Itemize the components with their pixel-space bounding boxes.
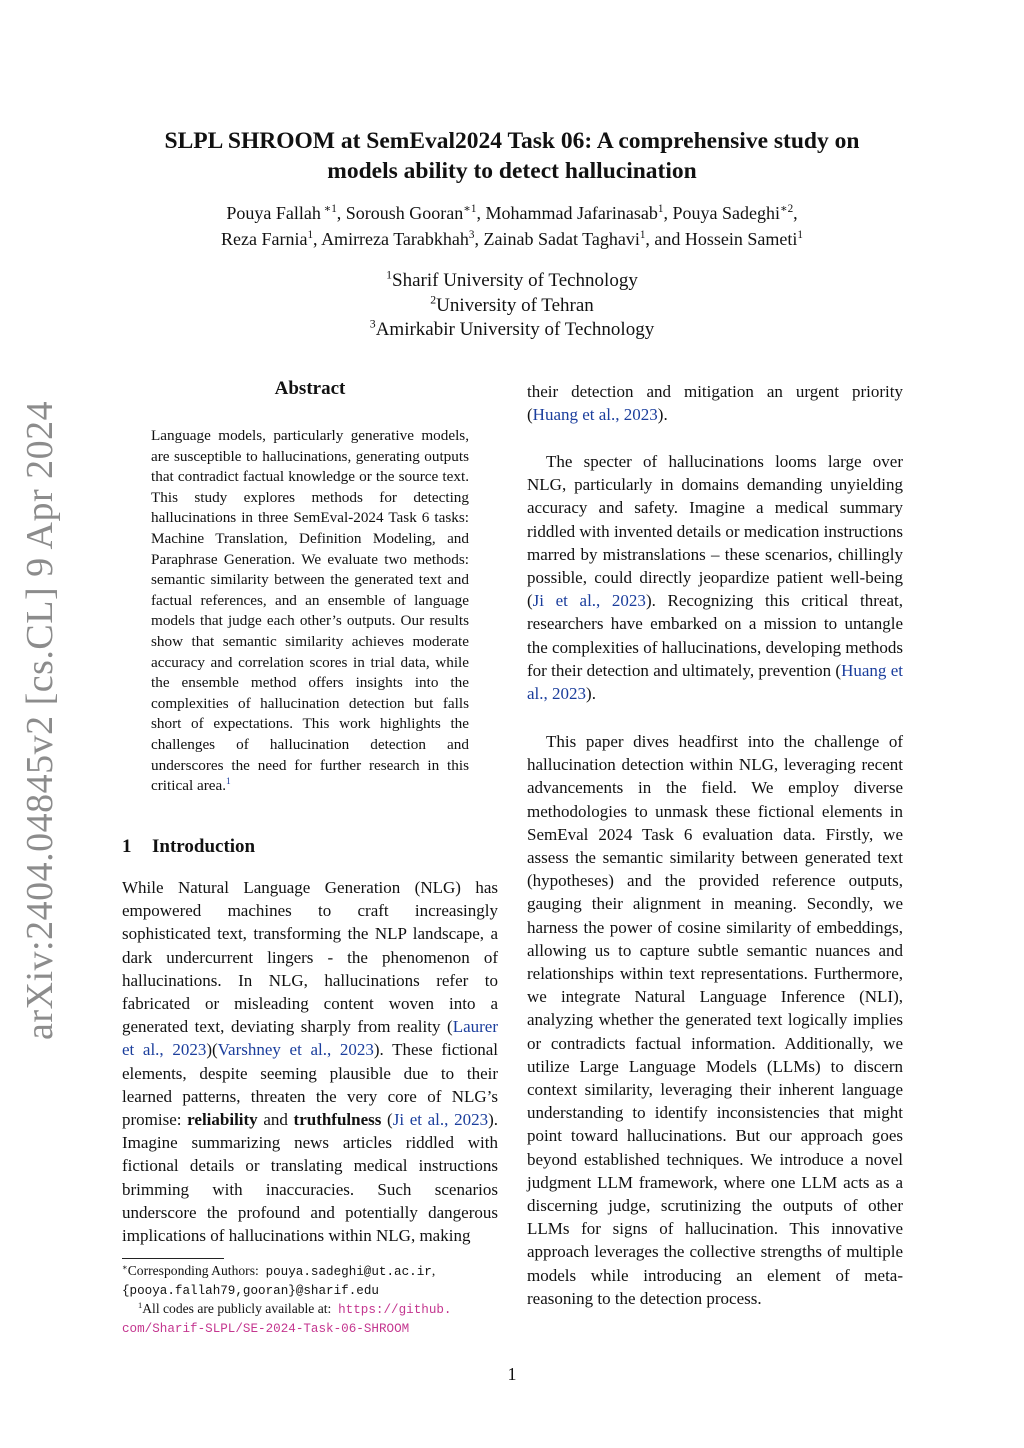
footnotes	[122, 1262, 500, 1338]
text-run: ). These fictional elements, despite seeming plausible due to their learned patterns, threaten the very core of NLG’s promise:	[122, 1040, 498, 1130]
intro-paragraph-1-continued	[527, 380, 903, 426]
paper-title	[0, 126, 1024, 186]
author-name: Pouya Sadeghi	[672, 203, 780, 223]
affiliation-mark: 3	[369, 317, 376, 331]
text-run: ).	[586, 684, 596, 704]
citation-link[interactable]: Varshney et al., 2023	[217, 1040, 374, 1060]
author-name: Zainab Sadat Taghavi	[483, 229, 640, 249]
author-mark: ∗2	[779, 203, 794, 216]
text-run: ). Imagine summarizing news articles riddled with fictional details or translating medical instructions brimming with inaccuracies. Such scenarios underscore the profound and potentially dangerous implications of hallucinations within NLG, making	[122, 1110, 498, 1246]
bold-term: truthfulness	[293, 1110, 382, 1130]
footnote-corresponding: ∗Corresponding Authors: pouya.sadeghi@ut.ac.ir, {pooya.fallah79,gooran}@sharif.edu	[122, 1261, 436, 1298]
text-run: ).	[657, 405, 668, 425]
section-title: Introduction	[152, 836, 256, 857]
author-mark: ∗1	[463, 203, 477, 216]
author-mark: 3	[468, 229, 475, 242]
text-run: (	[381, 1110, 393, 1130]
author-mark: 1	[657, 203, 664, 216]
author-mark: 1	[639, 229, 646, 242]
affiliation-item	[0, 294, 1024, 319]
author-name: Amirreza Tarabkhah	[321, 229, 469, 249]
footnote-text: All codes are publicly available at:	[142, 1301, 332, 1316]
footnote-mark: ∗	[122, 1261, 128, 1272]
author-name: Mohammad Jafarinasab	[485, 203, 658, 223]
author-name: Soroush Gooran	[345, 203, 464, 223]
author-name: Reza Farnia	[221, 229, 308, 249]
footnote-code	[122, 1300, 500, 1319]
footnote-code-url	[122, 1319, 500, 1338]
footnote-mark: 1	[138, 1299, 143, 1310]
section-number: 1	[122, 836, 132, 857]
author-line-2: Reza Farnia$^1$, Amirreza Tarabkhah$^3$, Zainab Sadat Taghavi$^1$, and Hossein Sameti$^1$	[221, 229, 803, 249]
title-line-1: SLPL SHROOM at SemEval2024 Task 06: A comprehensive study on	[164, 128, 860, 154]
footnote-label: Corresponding Authors:	[127, 1263, 259, 1278]
arxiv-identifier: arXiv:2404.04845v2 [cs.CL] 9 Apr 2024	[19, 400, 61, 1040]
citation-link[interactable]: Ji et al., 2023	[532, 591, 646, 611]
affiliation-name: Amirkabir University of Technology	[375, 319, 655, 340]
author-list	[0, 200, 1024, 252]
section-heading-introduction	[122, 836, 255, 858]
footnote-rule	[122, 1258, 224, 1259]
bold-term: reliability	[187, 1110, 258, 1130]
repo-link[interactable]: https://github.	[338, 1303, 452, 1317]
affiliation-mark: 1	[386, 268, 393, 282]
text-run: ). Recognizing this critical threat, researchers have embarked on a mission to untangle the complexities of hallucinations, developing methods for their detection and ultimately, prevention (	[527, 591, 903, 680]
abstract-body	[151, 426, 469, 797]
author-mark: 1	[797, 229, 803, 242]
author-mark: ∗1	[320, 203, 337, 216]
text-run: )(	[206, 1040, 218, 1060]
abstract-heading: Abstract	[274, 378, 346, 399]
author-line-1: Pouya Fallah $^{∗1}$, Soroush Gooran$^{∗1}$, Mohammad Jafarinasab$^1$, Pouya Sadeghi$^{∗2}$,	[226, 203, 798, 223]
author-name: Pouya Fallah	[226, 203, 321, 223]
text-run: and	[257, 1110, 294, 1130]
citation-link[interactable]: Laurer et al., 2023	[122, 1017, 498, 1060]
citation-link[interactable]: Huang et al., 2023	[532, 405, 658, 425]
author-joiner: and	[654, 229, 681, 249]
page-number: 1	[507, 1364, 517, 1384]
affiliation-item	[0, 318, 1024, 343]
text-run: their detection and mitigation an urgent priority (	[527, 382, 903, 425]
abstract-footnote-link[interactable]: 1	[226, 777, 231, 788]
citation-link[interactable]: Ji et al., 2023	[392, 1110, 489, 1130]
affiliation-name: University of Tehran	[436, 294, 594, 316]
text-run: The specter of hallucinations looms large over NLG, particularly in domains demanding unyielding accuracy and safety. Imagine a medical summary riddled with invented details or medication instructions marred by mistranslations – these scenarios, chillingly possible, could directly jeopardize patient well-being (	[527, 452, 903, 611]
affiliation-list	[0, 269, 1024, 343]
intro-paragraph-2	[527, 450, 903, 705]
affiliation-item	[0, 269, 1024, 294]
text-run: While Natural Language Generation (NLG) has empowered machines to craft increasingly sophisticated text, transforming the NLP landscape, a dark undercurrent lingers - the phenomenon of hallucinations. In NLG, hallucinations refer to fabricated or misleading content woven into a generated text, deviating sharply from reality (	[122, 878, 498, 1037]
intro-paragraph-1	[122, 876, 498, 1247]
intro-paragraph-3: This paper dives headfirst into the challenge of hallucination detection within NLG, leveraging recent advancements in the field. We employ diverse methodologies to unmask these fictional elements in SemEval 2024 Task 6 evaluation data. Firstly, we assess the semantic similarity between generated text (hypotheses) and the provided reference outputs, gauging their alignment in meaning. Secondly, we harness the power of cosine similarity of embeddings, allowing us to capture subtle semantic nuances and relationships within text representations. Furthermore, we integrate Natural Language Inference (NLI), analyzing whether the generated text logically implies or contradicts factual information. Additionally, we utilize Large Language Models (LLMs) to discern context similarity, leveraging their inherent language understanding to identify inconsistencies that might point toward hallucinations. But our approach goes beyond established techniques. We introduce a novel judgment LLM framework, where one LLM acts as a discerning judge, scrutinizing the outputs of other LLMs for signs of hallucination. This innovative approach leverages the collective strengths of multiple models while introducing an element of meta-reasoning to the detection process.	[527, 732, 903, 1308]
affiliation-mark: 2	[430, 293, 437, 307]
author-name: Hossein Sameti	[684, 229, 798, 249]
email-link[interactable]: {pooya.fallah79,gooran}@sharif.edu	[122, 1284, 379, 1298]
citation-link[interactable]: Huang et al., 2023	[527, 660, 904, 704]
title-line-2: models ability to detect hallucination	[327, 158, 697, 184]
email-link[interactable]: pouya.sadeghi@ut.ac.ir	[265, 1265, 432, 1279]
repo-link[interactable]: com/Sharif-SLPL/SE-2024-Task-06-SHROOM	[122, 1322, 410, 1336]
abstract-text: Language models, particularly generative models, are susceptible to hallucinations, generating outputs that contradict factual knowledge or the source text. This study explores methods for detecting hallucinations in three SemEval-2024 Task 6 tasks: Machine Translation, Definition Modeling, and Paraphrase Generation. We evaluate two methods: semantic similarity between the generated text and factual references, and an ensemble of language models that judge each other’s outputs. Our results show that semantic similarity achieves moderate accuracy and correlation scores in trial data, while the ensemble method offers insights into the complexities of hallucination detection but falls short of expectations. This work highlights the challenges of hallucination detection and underscores the need for further research in this critical area.	[151, 427, 469, 795]
affiliation-name: Sharif University of Technology	[392, 270, 638, 291]
author-mark: 1	[307, 229, 314, 242]
